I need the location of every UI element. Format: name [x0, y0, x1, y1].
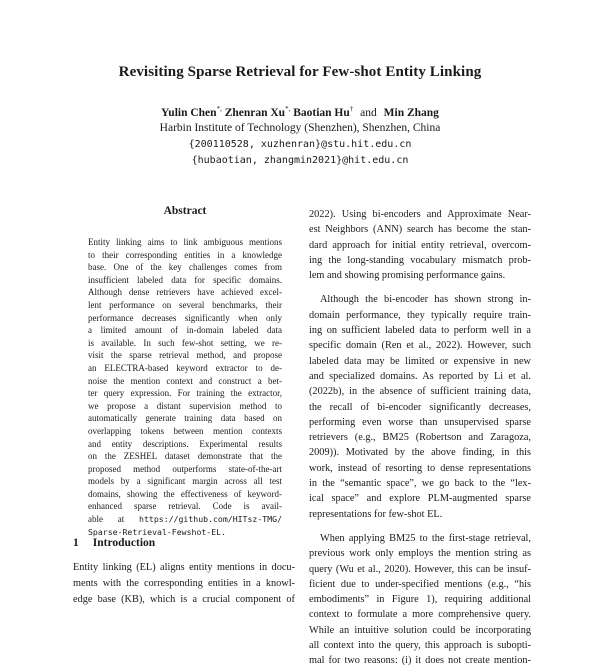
body-line: in the “semantic space”, we go back to the “lex-	[309, 478, 531, 490]
author-mark: *,	[216, 105, 222, 113]
abstract-line: ter query expression. For training the extractor,	[88, 388, 282, 399]
body-line: all context into the query, this approach is subopti-	[309, 640, 531, 652]
body-line: Although the bi-encoder has shown strong in-	[320, 294, 531, 306]
abstract-line: insufficient labeled data for specific domains.	[88, 274, 282, 285]
body-line: While an intuitive solution could be incorporating	[309, 624, 531, 636]
author-name: Min Zhang	[383, 106, 439, 119]
body-line: the recall of bi-encoder significantly decreases,	[309, 401, 531, 413]
author-mark: *,	[285, 105, 291, 113]
paper-title: Revisiting Sparse Retrieval for Few-shot Entity Linking	[118, 64, 482, 80]
body-line: retrievers (e.g., BM25 (Robertson and Zaragoza,	[309, 432, 531, 444]
body-line: Entity linking (EL) aligns entity mentions in docu-	[73, 562, 295, 573]
body-line: mal for two reasons: (i) it does not create mention-	[309, 655, 531, 667]
email-line: {200110528, xuzhenran}@stu.hit.edu.cn	[188, 139, 412, 150]
abstract-line: base. One of the key challenges comes from	[88, 262, 282, 273]
abstract-line: performance decreases significantly when only	[88, 312, 282, 323]
body-line: performing even worse than unsupervised sparse	[309, 416, 531, 428]
body-line: 2009)). Motivated by the above finding, in this	[309, 447, 531, 459]
abstract-line: is available. In such few-shot setting, we re-	[88, 337, 282, 348]
paragraph	[309, 292, 531, 521]
paragraph	[309, 207, 531, 283]
author-name: Yulin Chen	[161, 106, 217, 119]
abstract-body	[88, 236, 282, 538]
abstract-line: and entity descriptions. Experimental results	[88, 438, 282, 449]
section-number: 1	[73, 537, 79, 549]
body-line: specific domain (Ren et al., 2022). However, such	[309, 340, 531, 352]
body-line: (2022b), in the absence of sufficient training data,	[309, 386, 531, 398]
section-title: Introduction	[92, 537, 156, 549]
body-line: ing the long-standing vocabulary mismatch prob-	[309, 254, 531, 266]
right-column	[309, 207, 531, 669]
body-line: ficient due to under-specified mentions (e.g., “his	[309, 578, 531, 590]
abstract-line: domains, showing the effectiveness of keyword-	[88, 488, 282, 499]
body-line: query (Wu et al., 2020). However, this can be insuf-	[309, 563, 531, 575]
abstract-line: proposed method outperforms state-of-the-art	[88, 463, 282, 474]
body-line: ical space” and explore PLM-augmented sparse	[309, 493, 531, 505]
abstract-line: visit the sparse retrieval method, and propose	[88, 350, 282, 361]
abstract-line: Although dense retrievers have achieved excel-	[88, 287, 282, 298]
introduction-body	[73, 560, 295, 608]
abstract-heading: Abstract	[163, 205, 207, 217]
body-line: edge base (KB), which is a crucial component of	[73, 594, 295, 605]
section-heading-introduction	[73, 537, 155, 549]
body-line: est Neighbors (ANN) search has become the stan-	[309, 224, 531, 236]
body-line: domain performance, they typically require train-	[309, 309, 531, 321]
abstract-line: overlapping tokens between mention contexts	[88, 425, 282, 436]
abstract-line: lent performance on several benchmarks, their	[88, 299, 282, 310]
author-mark: †	[349, 105, 354, 113]
abstract-line: on the ZESHEL dataset demonstrate that the	[88, 451, 282, 462]
code-prefix: able at	[88, 514, 125, 525]
author-list	[0, 105, 600, 119]
affiliation: Harbin Institute of Technology (Shenzhen), Shenzhen, China	[159, 122, 441, 134]
body-line: labeled data may be limited or expensive in new	[309, 355, 531, 367]
author-name: Baotian Hu	[293, 106, 350, 119]
body-line: 2022). Using bi-encoders and Approximate Near-	[309, 209, 531, 220]
abstract-line: models by a significant margin across all test	[88, 476, 282, 487]
abstract-line: enhanced sparse retrieval. Code is avail-	[88, 501, 282, 512]
body-line: context to formulate a more comprehensive query.	[309, 609, 531, 621]
body-line: ing on sufficient labeled data to perform well in a	[309, 325, 531, 337]
and-word: and	[360, 106, 377, 119]
abstract-line: a limited amount of in-domain labeled data	[88, 325, 282, 336]
body-line: and specialized domains. As reported by Li et al.	[309, 370, 531, 382]
code-url-part-1[interactable]: https://github.com/HITsz-TMG/	[139, 514, 282, 525]
abstract-line: noise the mention context and construct a bet-	[88, 375, 282, 386]
body-line: ments with the corresponding entities in a knowl-	[73, 578, 295, 589]
abstract-line: automatically generate training data based on	[88, 413, 282, 424]
abstract-line: an ELECTRA-based keyword extractor to de-	[88, 362, 282, 373]
code-url-part-2[interactable]: Sparse-Retrieval-Fewshot-EL.	[88, 526, 227, 537]
author-name: Zhenran Xu	[224, 106, 286, 119]
abstract-code-line	[88, 513, 282, 526]
body-line: work, instead of resorting to dense representations	[309, 462, 531, 474]
abstract-line: to their corresponding entities in a knowledge	[88, 249, 282, 260]
body-line: dard approach for initial entity retrieval, overcom-	[309, 239, 531, 251]
body-line: lem and showing promising performance gains.	[309, 270, 506, 282]
email-line: {hubaotian, zhangmin2021}@hit.edu.cn	[191, 155, 409, 166]
body-line: previous work only employs the mention string as	[309, 548, 531, 560]
body-line: embodiments” in Figure 1), requiring additional	[309, 594, 531, 606]
abstract-line: we propose a distant supervision method to	[88, 400, 282, 411]
body-line: When applying BM25 to the first-stage retrieval,	[320, 532, 531, 544]
abstract-line: Entity linking aims to link ambiguous mentions	[88, 237, 282, 247]
body-line: representations for few-shot EL.	[309, 508, 443, 520]
